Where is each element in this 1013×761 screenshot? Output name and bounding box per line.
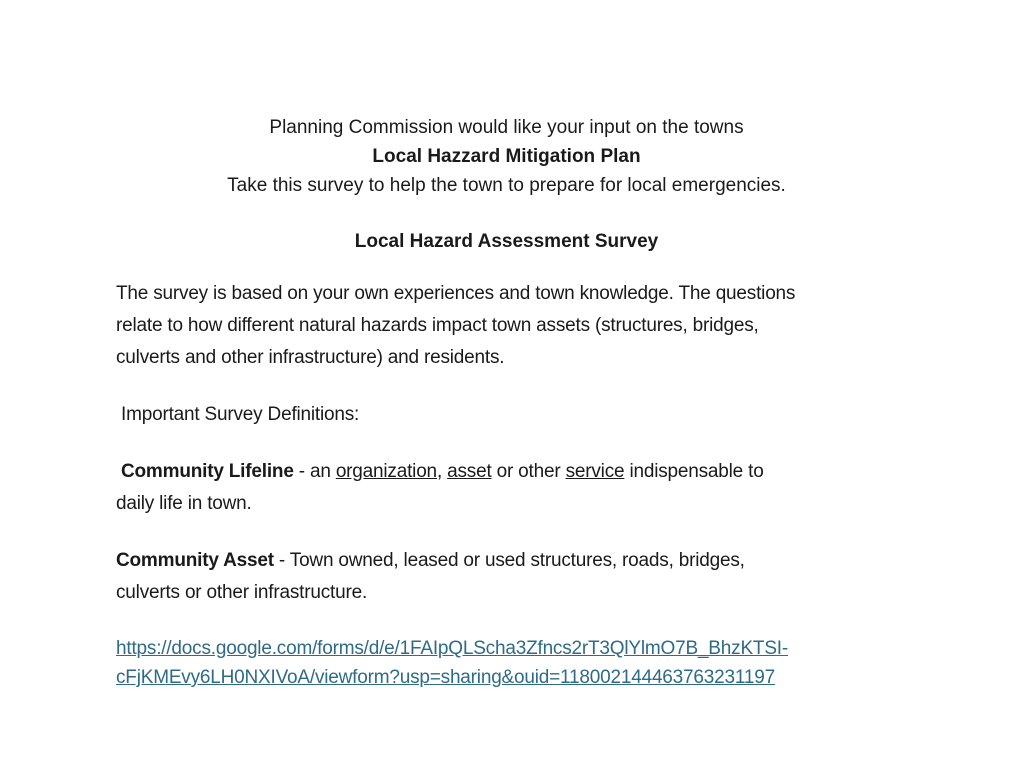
plan-title: Local Hazzard Mitigation Plan: [372, 146, 641, 167]
underlined-word: organization: [335, 461, 437, 482]
lifeline-term: Community Lifeline: [121, 461, 294, 482]
header-line-1: Planning Commission would like your input on the towns: [269, 117, 744, 138]
text: indispensable to: [624, 461, 764, 482]
text: - Town owned, leased or used structures, roads, bridges,: [273, 550, 745, 571]
asset-definition-line2: culverts or other infrastructure.: [116, 582, 368, 603]
text: or other: [491, 461, 566, 482]
asset-term: Community Asset: [116, 550, 274, 571]
lifeline-definition: [121, 461, 764, 483]
underlined-word: service: [565, 461, 625, 482]
survey-title: Local Hazard Assessment Survey: [354, 231, 659, 252]
intro-line: The survey is based on your own experiences and town knowledge. The questions: [116, 283, 796, 304]
header-line-3: Take this survey to help the town to prepare for local emergencies.: [227, 175, 786, 196]
text: ,: [436, 461, 448, 482]
definitions-heading: Important Survey Definitions:: [121, 404, 360, 425]
lifeline-definition-line2: daily life in town.: [116, 493, 252, 514]
survey-link-line2[interactable]: [116, 667, 775, 689]
survey-link[interactable]: cFjKMEvy6LH0NXIVoA/viewform?usp=sharing&ouid=118002144463763231197: [116, 667, 775, 688]
underlined-word: asset: [447, 461, 492, 482]
survey-link[interactable]: https://docs.google.com/forms/d/e/1FAIpQLScha3Zfncs2rT3QlYlmO7B_BhzKTSI-: [116, 638, 789, 659]
survey-link-line1[interactable]: [116, 638, 788, 660]
intro-line: relate to how different natural hazards impact town assets (structures, bridges,: [116, 315, 759, 336]
asset-definition: [116, 550, 745, 572]
text: - an: [293, 461, 336, 482]
intro-line: culverts and other infrastructure) and residents.: [116, 347, 505, 368]
